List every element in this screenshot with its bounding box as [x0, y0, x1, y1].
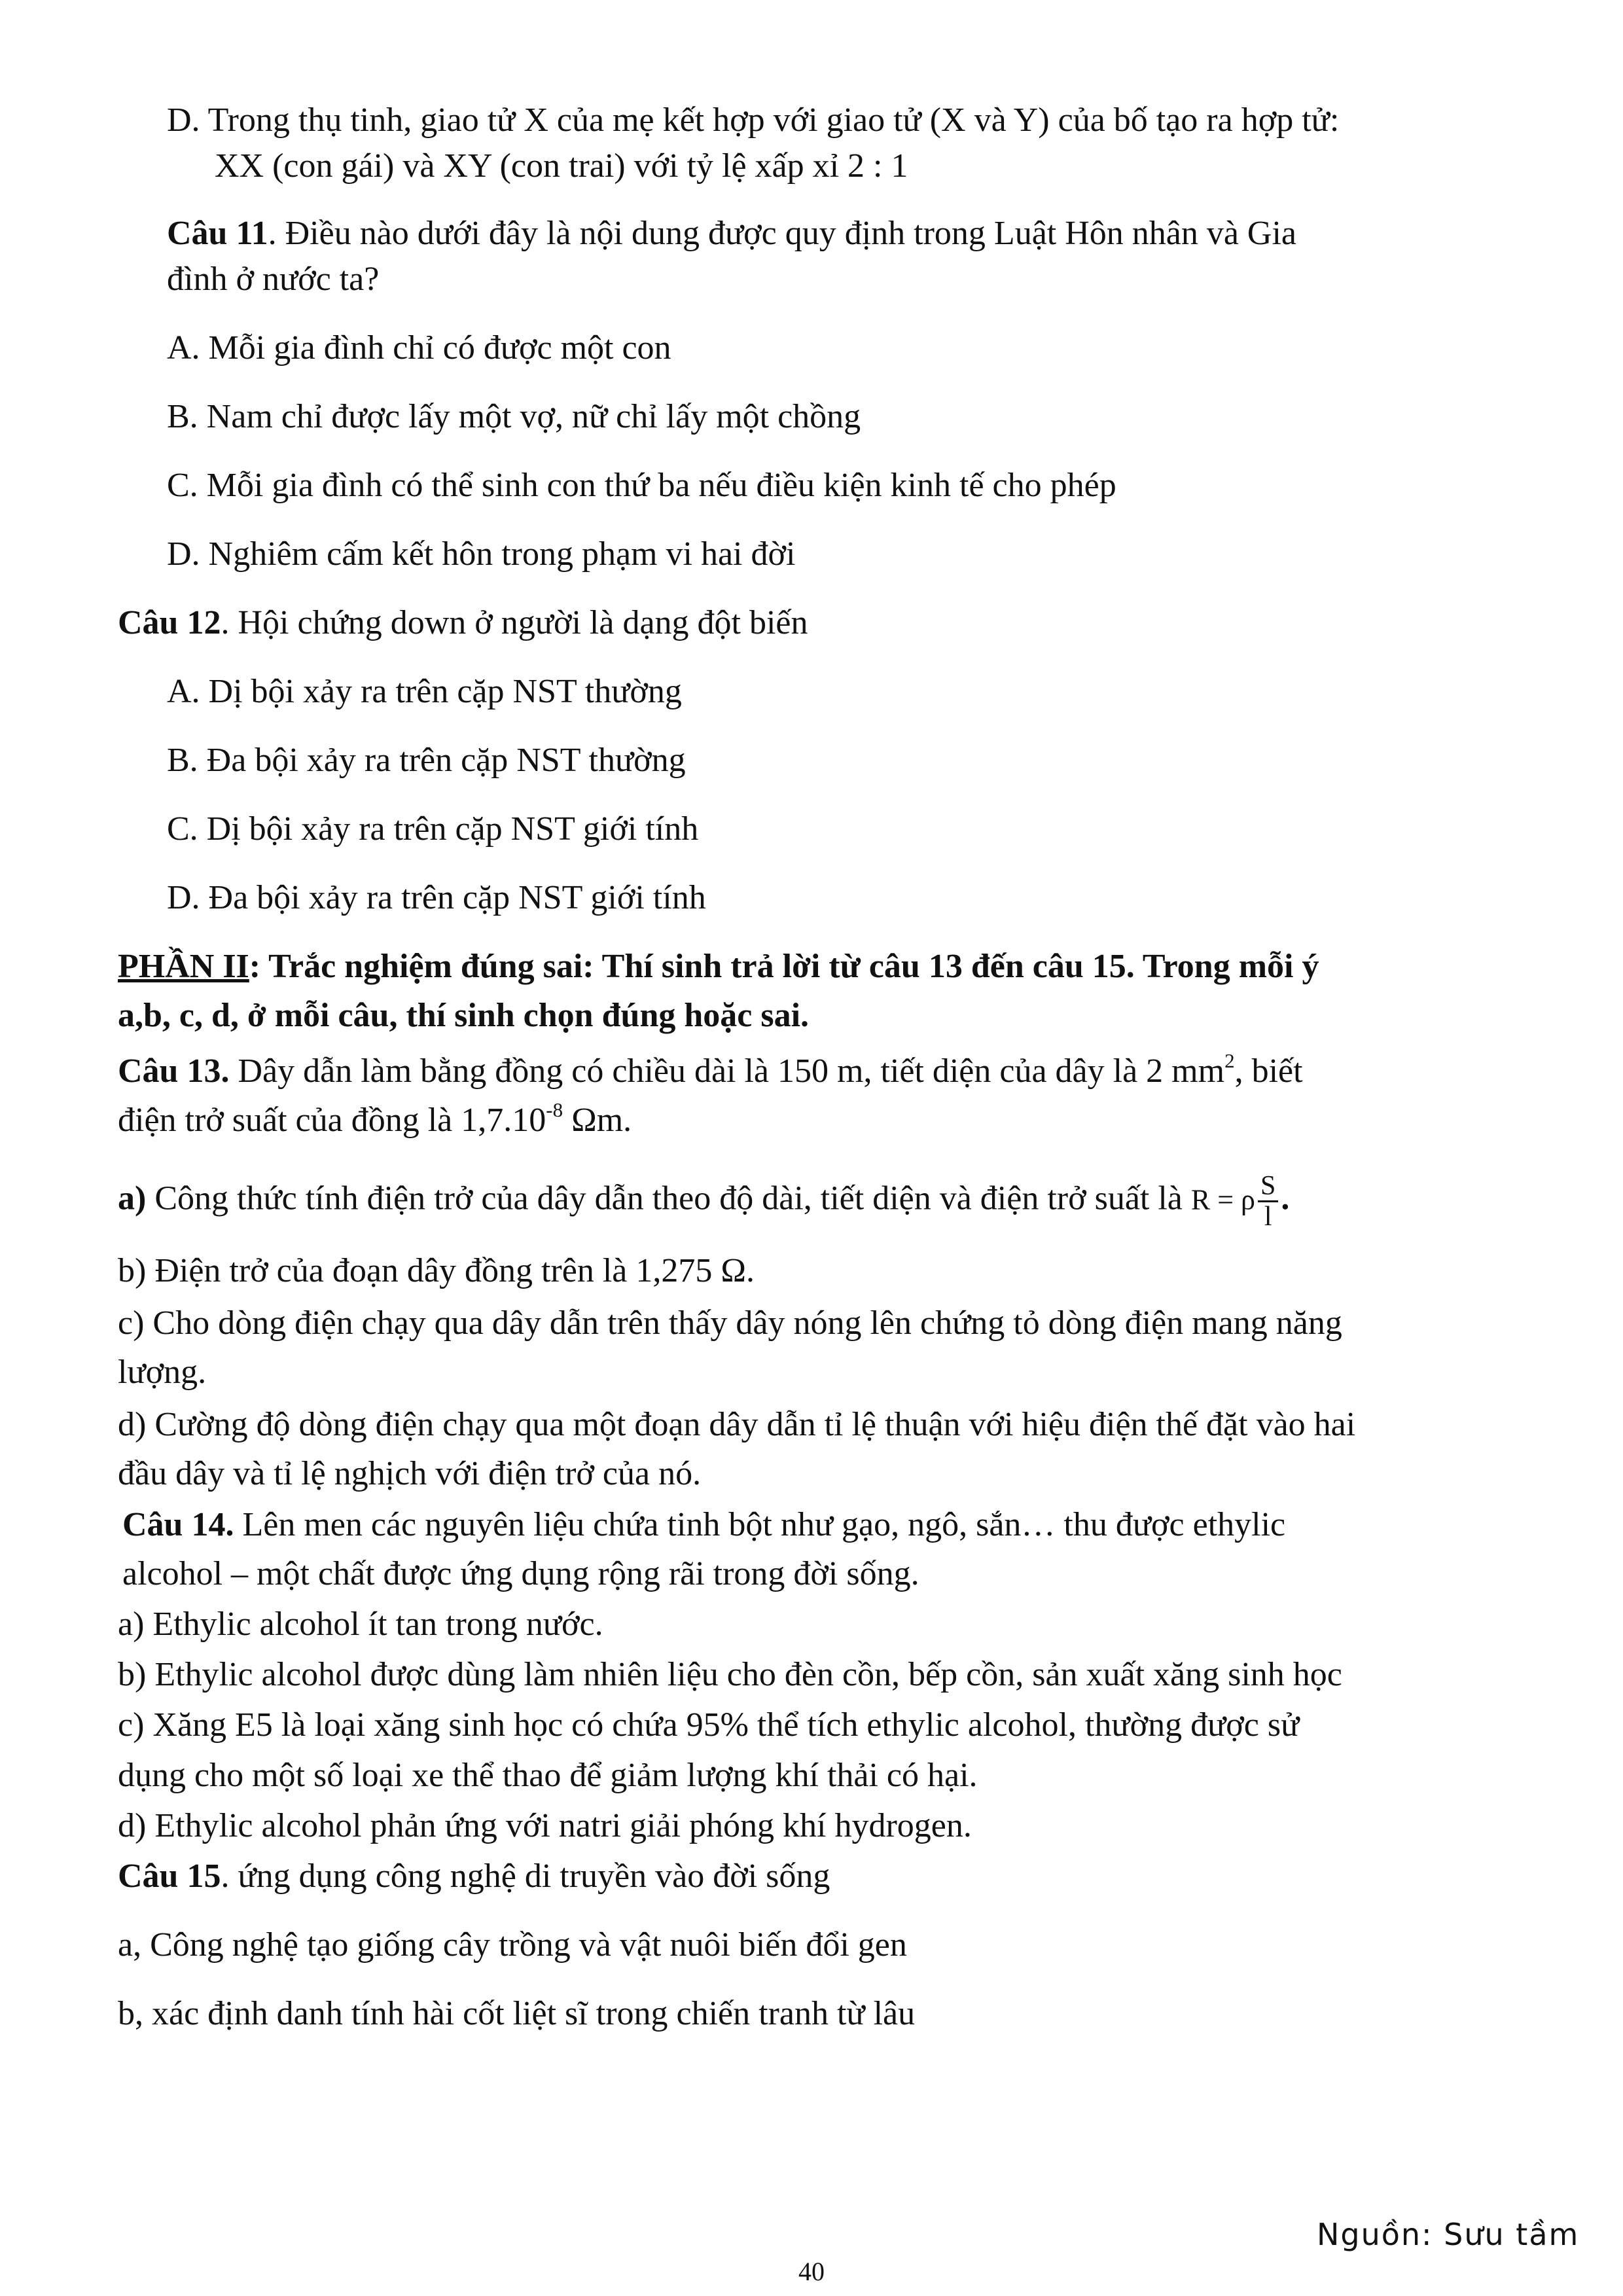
q11-option-a: A. Mỗi gia đình chỉ có được một con: [167, 329, 671, 367]
q14-statement-a: a) Ethylic alcohol ít tan trong nước.: [118, 1605, 603, 1643]
q12-label: Câu 12: [118, 604, 221, 641]
q12-option-a: A. Dị bội xảy ra trên cặp NST thường: [167, 673, 682, 710]
q13-statement-b: b) Điện trở của đoạn dây đồng trên là 1,275 Ω.: [118, 1252, 755, 1289]
q13-statement-c-line1: c) Cho dòng điện chạy qua dây dẫn trên thấy dây nóng lên chứng tỏ dòng điện mang năng: [118, 1304, 1342, 1342]
q13-label: Câu 13.: [118, 1052, 230, 1090]
q11-option-b: B. Nam chỉ được lấy một vợ, nữ chỉ lấy một chồng: [167, 398, 861, 435]
q10-option-d-line2: XX (con gái) và XY (con trai) với tỷ lệ xấp xỉ 2 : 1: [215, 147, 908, 185]
q14-statement-c-line2: dụng cho một số loại xe thể thao để giảm lượng khí thải có hại.: [118, 1757, 978, 1794]
q15-statement-a: a, Công nghệ tạo giống cây trồng và vật nuôi biến đổi gen: [118, 1926, 907, 1964]
part2-heading-line1: PHẦN II: Trắc nghiệm đúng sai: Thí sinh trả lời từ câu 13 đến câu 15. Trong mỗi ý: [118, 948, 1319, 985]
q15-statement-b: b, xác định danh tính hài cốt liệt sĩ trong chiến tranh từ lâu: [118, 1995, 916, 2032]
source-note: Nguồn: Sưu tầm: [1317, 2217, 1580, 2252]
q14-statement-b: b) Ethylic alcohol được dùng làm nhiên liệu cho đèn cồn, bếp cồn, sản xuất xăng sinh học: [118, 1656, 1342, 1693]
q15-stem: Câu 15. ứng dụng công nghệ di truyền vào đời sống: [118, 1857, 830, 1895]
q10-option-d-line1: D. Trong thụ tinh, giao tử X của mẹ kết hợp với giao tử (X và Y) của bố tạo ra hợp tử:: [167, 101, 1340, 139]
resistance-formula: R = ρ: [1190, 1183, 1256, 1216]
q15-label: Câu 15: [118, 1857, 221, 1895]
part2-heading-line2: a,b, c, d, ở mỗi câu, thí sinh chọn đúng hoặc sai.: [118, 997, 810, 1034]
q13-statement-c-line2: lượng.: [118, 1354, 207, 1391]
q12-option-d: D. Đa bội xảy ra trên cặp NST giới tính: [167, 879, 706, 916]
q11-stem-line2: đình ở nước ta?: [167, 260, 380, 298]
q13-stem-line1: Câu 13. Dây dẫn làm bằng đồng có chiều dài là 150 m, tiết diện của dây là 2 $mm^2$, biết: [118, 1049, 1303, 1090]
q14-statement-d: d) Ethylic alcohol phản ứng với natri giải phóng khí hydrogen.: [118, 1807, 972, 1844]
part2-title: PHẦN II: [118, 948, 249, 985]
q14-statement-c-line1: c) Xăng E5 là loại xăng sinh học có chứa 95% thể tích ethylic alcohol, thường được sử: [118, 1706, 1300, 1744]
q12-option-b: B. Đa bội xảy ra trên cặp NST thường: [167, 742, 686, 779]
q14-stem-line1: Câu 14. Lên men các nguyên liệu chứa tinh bột như gạo, ngô, sắn… thu được ethylic: [122, 1506, 1286, 1543]
q11-stem-line1: Câu 11. Điều nào dưới đây là nội dung được quy định trong Luật Hôn nhân và Gia: [167, 215, 1297, 252]
q13-statement-d-line2: đầu dây và tỉ lệ nghịch với điện trở của nó.: [118, 1455, 702, 1492]
q14-label: Câu 14.: [122, 1506, 234, 1543]
q12-option-c: C. Dị bội xảy ra trên cặp NST giới tính: [167, 810, 699, 848]
q11-label: Câu 11: [167, 215, 268, 252]
page-number: 40: [798, 2257, 825, 2286]
formula-fraction: $\frac{S}{l}$: [1258, 1172, 1278, 1231]
q14-stem-line2: alcohol – một chất được ứng dụng rộng rãi trong đời sống.: [122, 1555, 919, 1592]
q11-option-d: D. Nghiêm cấm kết hôn trong phạm vi hai đời: [167, 535, 796, 573]
q13-statement-d-line1: d) Cường độ dòng điện chạy qua một đoạn dây dẫn tỉ lệ thuận với hiệu điện thế đặt vào hai: [118, 1406, 1356, 1443]
q13-stem-line2: điện trở suất của đồng là $1,7.10^{-8}$ Ωm.: [118, 1098, 632, 1139]
q11-option-c: C. Mỗi gia đình có thể sinh con thứ ba nếu điều kiện kinh tế cho phép: [167, 467, 1116, 504]
q12-stem: Câu 12. Hội chứng down ở người là dạng đột biến: [118, 604, 808, 641]
q13-statement-a: a) Công thức tính điện trở của dây dẫn theo độ dài, tiết diện và điện trở suất là R = ρ $\frac{S}{l}$ .: [118, 1171, 1290, 1232]
